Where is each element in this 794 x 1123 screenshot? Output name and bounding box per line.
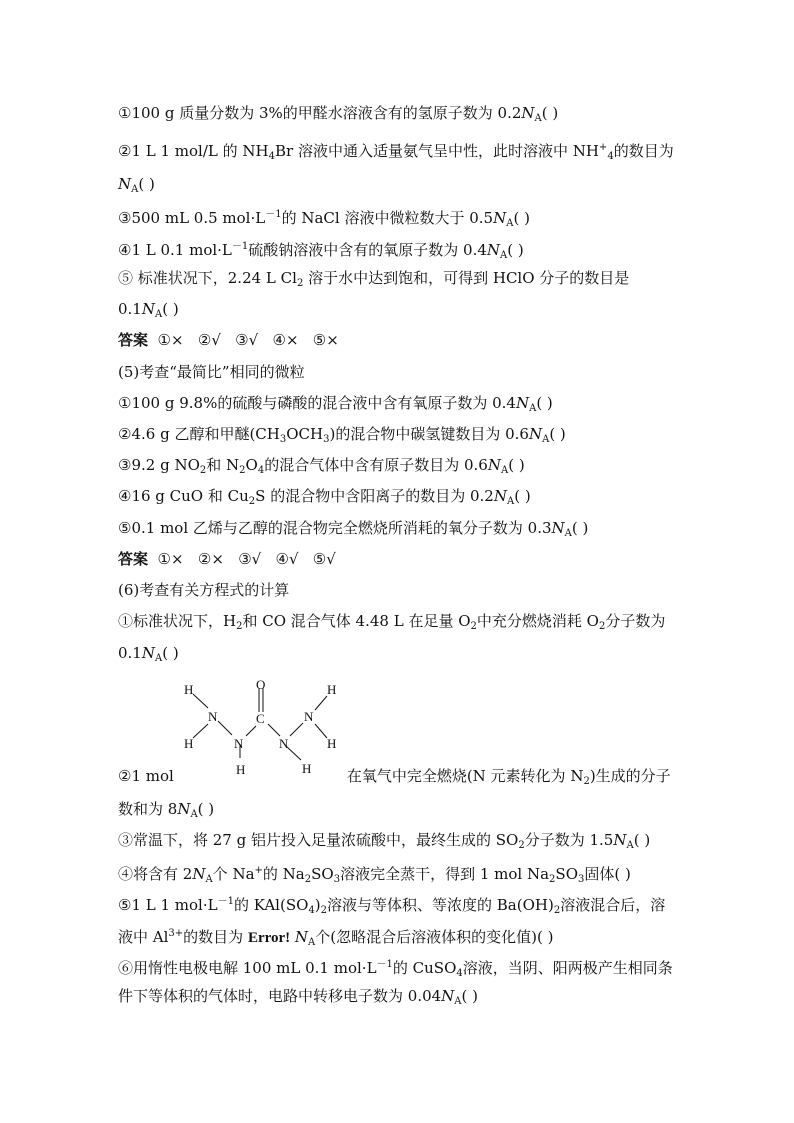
question-6-2-line2: 数和为 $8N_A$( ) [118, 800, 215, 820]
question-6-2-line1: ②1 mol 在氧气中完全燃烧(N 元素转化为 $N_2$)生成的分子 [118, 767, 671, 787]
question-6-6-line2: 件下等体积的气体时，电路中转移电子数为 $0.04N_A$( ) [118, 987, 479, 1007]
question-5-3: ③9.2 g $NO_2$和 $N_2O_4$的混合气体中含有原子数目为 $0.6N_A$( ) [118, 456, 525, 476]
atom-n1: N [208, 709, 218, 724]
question-5-5: ⑤0.1 mol 乙烯与乙醇的混合物完全燃烧所消耗的氧分子数为 $0.3N_A$( ) [118, 519, 589, 539]
answer-4: 答案 ①× ②√ ③√ ④× ⑤× [118, 331, 339, 349]
question-4-2-line1: ②1 L 1 mol/L 的 $NH_4Br$ 溶液中通入适量氨气呈中性，此时溶液中 $NH^+_4$的数目为 [118, 142, 674, 162]
question-6-6-line1: ⑥用惰性电极电解 100 mL 0.1 $mol\cdot L^{-1}$的 CuSO$_4$溶液，当阴、阳两极产生相同条 [118, 959, 673, 979]
question-6-5-line2: 液中 $Al^{3+}$的数目为 Error! $N_A$个(忽略混合后溶液体积的变化值)( ) [118, 928, 554, 948]
atom-n2: N [234, 736, 244, 751]
atom-h5: H [327, 682, 337, 697]
atom-h4: H [302, 761, 312, 776]
atom-h1: H [184, 682, 194, 697]
question-4-2-line2: $N_A$( ) [118, 175, 155, 195]
atom-o: O [256, 677, 266, 692]
atom-h2: H [184, 736, 194, 751]
question-5-4: ④16 g CuO 和 $Cu_2S$ 的混合物中含阳离子的数目为 $0.2N_A$( ) [118, 487, 531, 507]
atom-n4: N [304, 709, 314, 724]
question-6-1-line1: ①标准状况下，$H_2$和 CO 混合气体 4.48 L 在足量 $O_2$中充分燃烧消耗 $O_2$分子数为 [118, 612, 666, 632]
section-6-heading: (6)考查有关方程式的计算 [118, 581, 290, 599]
answer-5: 答案 ①× ②× ③√ ④√ ⑤√ [118, 550, 336, 568]
question-4-5-line2: $0.1N_A$( ) [118, 300, 179, 320]
question-5-2: ②4.6 g 乙醇和甲醚$(CH_3OCH_3)$的混合物中碳氢键数目为 $0.6N_A$( ) [118, 425, 566, 445]
atom-h3: H [236, 762, 246, 777]
question-4-4: ④1 L 0.1 $mol\cdot L^{-1}$硫酸钠溶液中含有的氧原子数为 $0.4N_A$( ) [118, 241, 524, 261]
question-4-3: ③500 mL 0.5 $mol\cdot L^{-1}$的 NaCl 溶液中微粒数大于 $0.5N_A$( ) [118, 209, 530, 229]
atom-n3: N [279, 736, 289, 751]
question-4-1: ①100 g 质量分数为 3%的甲醛水溶液含有的氢原子数为 $0.2N_A$( ) [118, 104, 559, 124]
question-5-1: ①100 g 9.8%的硫酸与磷酸的混合液中含有氧原子数为 $0.4N_A$( ) [118, 394, 553, 414]
question-6-3: ③常温下，将 27 g 铝片投入足量浓硫酸中，最终生成的 $SO_2$分子数为 $1.5N_A$( ) [118, 831, 651, 851]
atom-c: C [256, 711, 265, 726]
atom-h6: H [327, 736, 337, 751]
question-6-4: ④将含有 $2N_A$个 Na+的 $Na_2SO_3$溶液完全蒸干，得到 1 mol $Na_2SO_3$固体( ) [118, 865, 631, 885]
question-6-5-line1: ⑤1 L 1 $mol\cdot L^{-1}$的 $KAl(SO_4)_2$溶液与等体积、等浓度的 $Ba(OH)_2$溶液混合后，溶 [118, 896, 666, 916]
question-4-5-line1: ⑤ 标准状况下，2.24 L $Cl_2$ 溶于水中达到饱和，可得到 HClO 分子的数目是 [118, 269, 630, 289]
question-6-1-line2: $0.1N_A$( ) [118, 644, 179, 664]
section-5-heading: (5)考查“最简比”相同的微粒 [118, 363, 305, 381]
